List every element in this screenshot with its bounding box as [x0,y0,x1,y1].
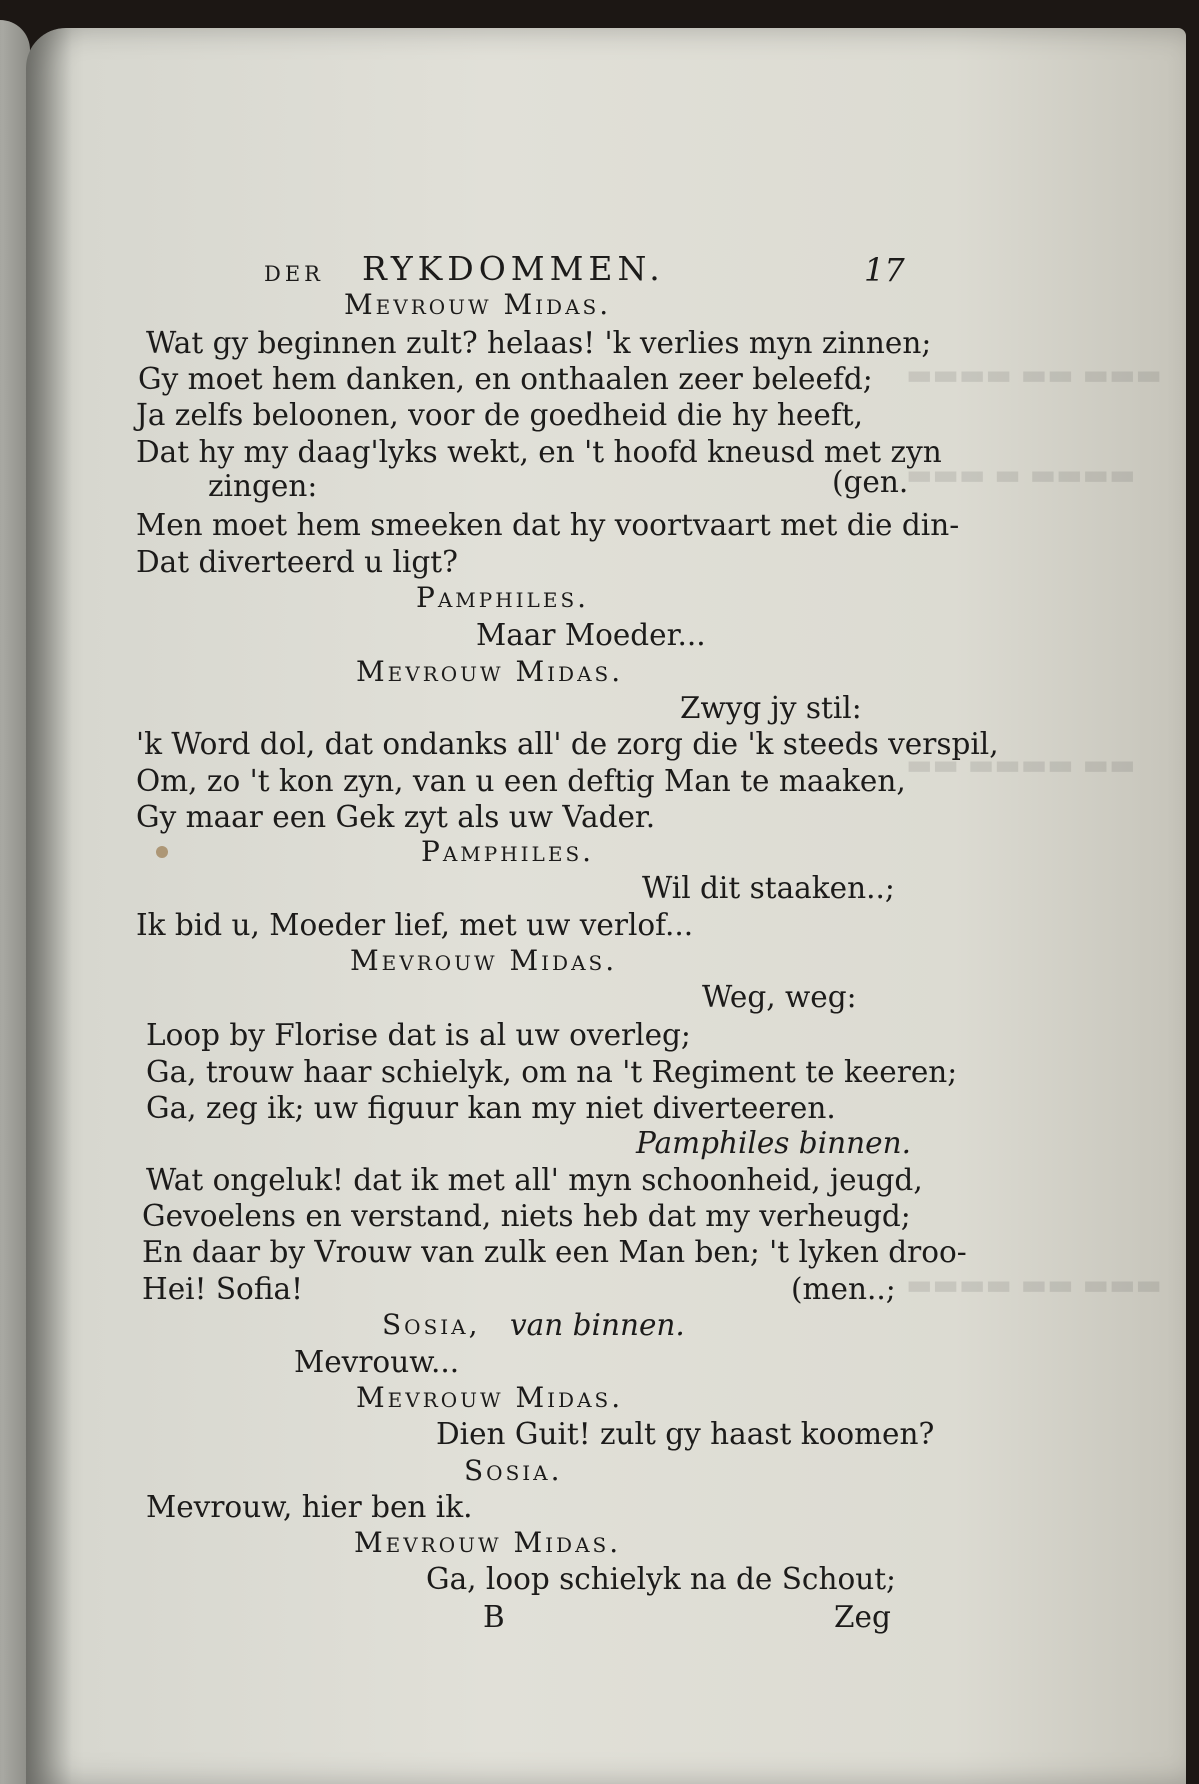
verse-line: Wil dit staaken..; [642,871,895,905]
bleed-through-decoration: ▬▬▬▬ ▬ ▬▬▬ [906,458,1136,491]
verse-line-overflow: (gen. [832,465,909,499]
verse-line: Gevoelens en verstand, niets heb dat my verheugd; [142,1199,911,1233]
verse-line: Om, zo 't kon zyn, van u een deftig Man te maaken, [136,764,906,798]
verse-line: Men moet hem smeeken dat hy voortvaart met die din- [136,508,960,542]
verse-line: Maar Moeder... [476,618,706,652]
bleed-through-decoration: ▬▬▬ ▬▬ ▬▬▬▬ [906,358,1162,391]
verse-line: Loop by Florise dat is al uw overleg; [146,1018,691,1052]
verse-line: Zwyg jy stil: [680,691,862,725]
spine-shadow [26,28,72,1784]
verse-line: Dat diverteerd u ligt? [136,545,458,579]
catchword: Zeg [834,1600,891,1634]
speaker-name: Mevrouw Midas. [350,944,618,977]
verse-line: Wat gy beginnen zult? helaas! 'k verlies myn zinnen; [146,326,932,360]
bleed-through-decoration: ▬▬ ▬▬▬▬ ▬▬ [906,748,1136,781]
verse-line: zingen: [208,469,318,503]
verse-line: Ga, zeg ik; uw figuur kan my niet diverteeren. [146,1091,836,1125]
verse-line: Weg, weg: [702,980,857,1014]
foxing-spot [156,846,168,858]
verse-line: Hei! Sofia! [142,1272,303,1306]
page-number: 17 [864,251,905,289]
verse-line: Dien Guit! zult gy haast koomen? [436,1417,935,1451]
stage-direction: van binnen. [510,1308,685,1342]
verse-line-overflow: (men..; [791,1272,896,1306]
book-page [26,28,1186,1784]
speaker-name: Mevrouw Midas. [356,655,624,688]
verse-line: Ik bid u, Moeder lief, met uw verlof... [136,908,694,942]
verse-line: Mevrouw, hier ben ik. [146,1490,473,1524]
verse-line: Gy moet hem danken, en onthaalen zeer beleefd; [138,362,873,396]
verse-line: Ga, trouw haar schielyk, om na 't Regiment te keeren; [146,1055,958,1089]
verse-line: Ja zelfs beloonen, voor de goedheid die hy heeft, [136,398,863,432]
speaker-name: Sosia, [382,1308,481,1341]
verse-line: 'k Word dol, dat ondanks all' de zorg die 'k steeds verspil, [136,727,999,761]
verse-line: Mevrouw... [294,1345,460,1379]
speaker-name: Mevrouw Midas. [354,1526,622,1559]
verse-line: Dat hy my daag'lyks wekt, en 't hoofd kneusd met zyn [136,435,942,469]
stage-direction: Pamphiles binnen. [636,1126,911,1160]
speaker-name: Sosia. [464,1454,563,1487]
signature-mark: B [483,1600,505,1634]
running-head-title: RYKDOMMEN. [362,249,665,288]
bleed-through-decoration: ▬▬▬ ▬▬ ▬▬▬▬ [906,1268,1162,1301]
verse-line: Wat ongeluk! dat ik met all' myn schoonheid, jeugd, [146,1163,923,1197]
speaker-name: Pamphiles. [416,581,590,614]
running-head-prefix: DER [264,262,324,286]
verse-line: Ga, loop schielyk na de Schout; [426,1562,896,1596]
speaker-name: Mevrouw Midas. [356,1381,624,1414]
speaker-name: Pamphiles. [421,835,595,868]
verse-line: En daar by Vrouw van zulk een Man ben; 't lyken droo- [142,1235,967,1269]
speaker-name: Mevrouw Midas. [344,288,612,321]
verse-line: Gy maar een Gek zyt als uw Vader. [136,800,656,834]
